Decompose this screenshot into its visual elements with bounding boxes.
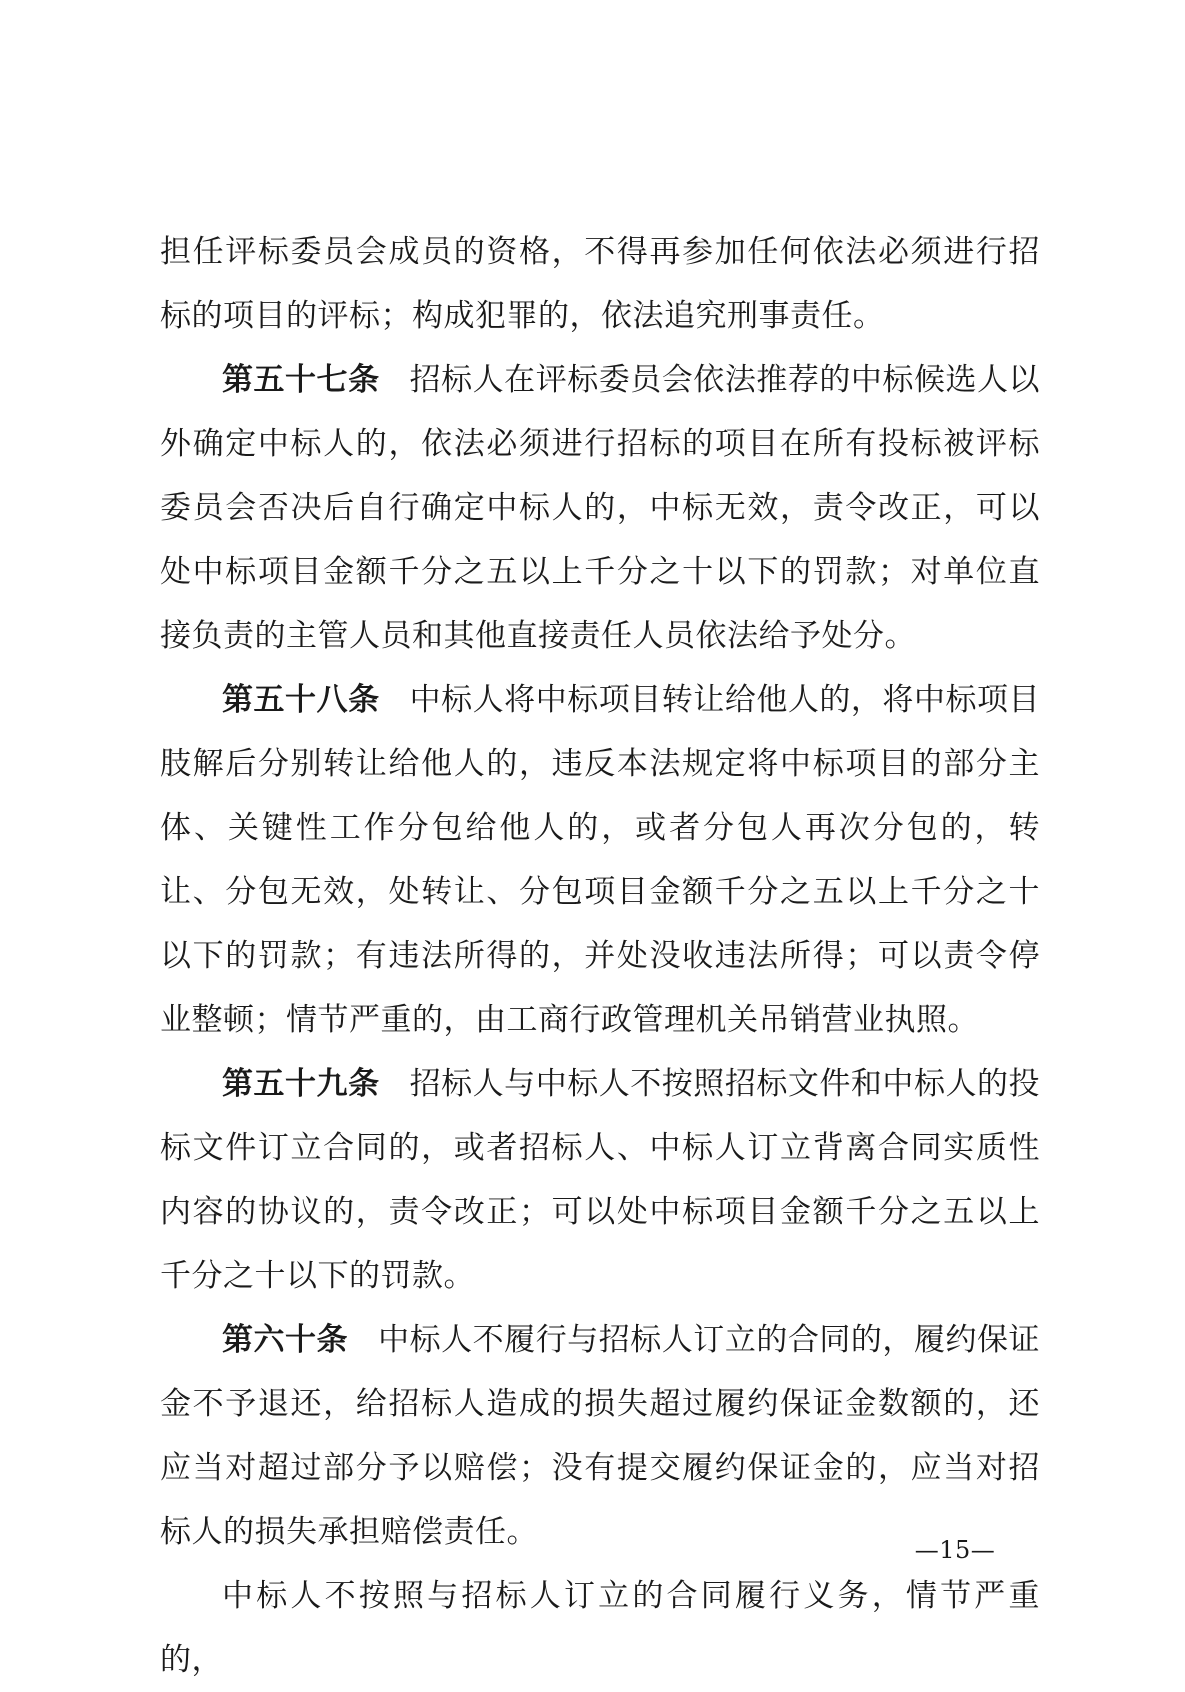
paragraph-text: 中标人不履行与招标人订立的合同的，履约保证金不予退还，给招标人造成的损失超过履约保证金数额的，还应当对超过部分予以赔偿；没有提交履约保证金的，应当对招标人的损失承担赔偿责任。 [160,1322,1041,1550]
document-body [160,220,1040,1692]
paragraph-article-57 [160,348,1040,668]
paragraph-article-60 [160,1308,1040,1564]
paragraph-article-60-second [160,1564,1040,1692]
paragraph-continuation [160,220,1040,348]
paragraph-text: 招标人在评标委员会依法推荐的中标候选人以外确定中标人的，依法必须进行招标的项目在所有投标被评标委员会否决后自行确定中标人的，中标无效，责令改正，可以处中标项目金额千分之五以上千分之十以下的罚款；对单位直接负责的主管人员和其他直接责任人员依法给予处分。 [160,362,1041,654]
paragraph-text: 招标人与中标人不按照招标文件和中标人的投标文件订立合同的，或者招标人、中标人订立背离合同实质性内容的协议的，责令改正；可以处中标项目金额千分之五以上千分之十以下的罚款。 [160,1066,1041,1294]
article-number: 第五十七条 [222,362,380,398]
paragraph-text: 中标人将中标项目转让给他人的，将中标项目肢解后分别转让给他人的，违反本法规定将中标项目的部分主体、关键性工作分包给他人的，或者分包人再次分包的，转让、分包无效，处转让、分包项目金额千分之五以上千分之十以下的罚款；有违法所得的，并处没收违法所得；可以责令停业整顿；情节严重的，由工商行政管理机关吊销营业执照。 [160,682,1041,1038]
article-number: 第六十条 [222,1322,349,1358]
paragraph-article-59 [160,1052,1040,1308]
article-number: 第五十八条 [222,682,380,718]
page-number: —15— [914,1536,996,1564]
article-number: 第五十九条 [222,1066,380,1102]
paragraph-article-58 [160,668,1040,1052]
paragraph-text: 中标人不按照与招标人订立的合同履行义务，情节严重的， [160,1578,1040,1678]
paragraph-text: 担任评标委员会成员的资格，不得再参加任何依法必须进行招标的项目的评标；构成犯罪的，依法追究刑事责任。 [160,234,1040,334]
